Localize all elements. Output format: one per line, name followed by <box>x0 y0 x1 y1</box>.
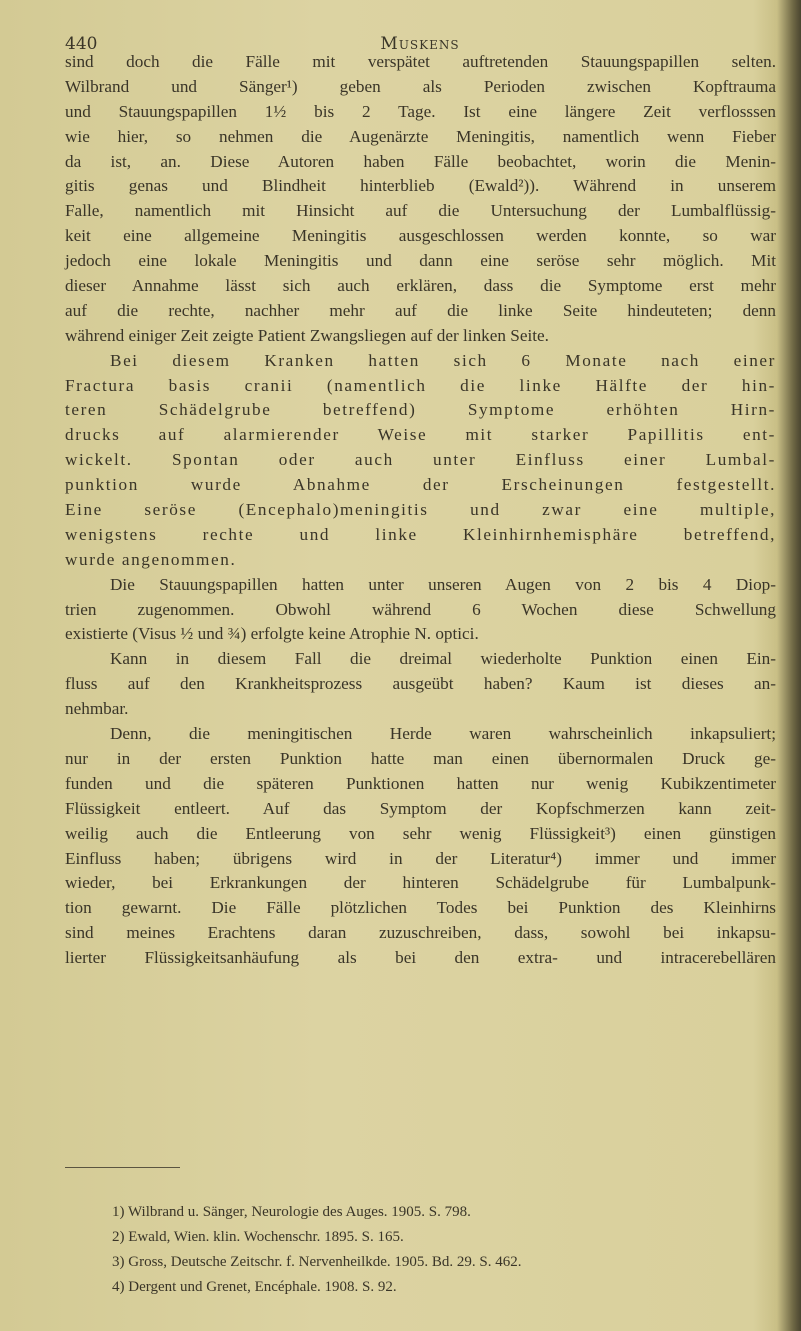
text-line: und Stauungspapillen 1½ bis 2 Tage. Ist eine längere Zeit verflosssen <box>65 101 776 121</box>
text-line: jedoch eine lokale Meningitis und dann eine seröse sehr möglich. Mit <box>65 251 776 271</box>
text-line: punktion wurde Abnahme der Erscheinungen festgestellt. <box>65 475 776 495</box>
footnotes <box>112 1200 712 1300</box>
footnote-divider <box>65 1167 180 1168</box>
running-title: Muskens <box>380 34 460 54</box>
text-line: wieder, bei Erkrankungen der hinteren Schädelgrube für Lumbalpunk- <box>65 873 776 893</box>
text-line: drucks auf alarmierender Weise mit starker Papillitis ent- <box>65 425 776 445</box>
body-text <box>65 50 776 971</box>
text-line: Flüssigkeit entleert. Auf das Symptom der Kopfschmerzen kann zeit- <box>65 798 776 818</box>
text-line: Wilbrand und Sänger¹) geben als Perioden zwischen Kopftrauma <box>65 76 776 96</box>
text-line: wenigstens rechte und linke Kleinhirnhemisphäre betreffend, <box>65 524 776 544</box>
text-line: fluss auf den Krankheitsprozess ausgeübt haben? Kaum ist dieses an- <box>65 674 776 694</box>
text-line: Kann in diesem Fall die dreimal wiederholte Punktion einen Ein- <box>110 649 776 669</box>
text-line: Eine seröse (Encephalo)meningitis und zwar eine multiple, <box>65 500 776 520</box>
text-line: gitis genas und Blindheit hinterblieb (Ewald²)). Während in unserem <box>65 176 776 196</box>
footnote: 2) Ewald, Wien. klin. Wochenschr. 1895. S. 165. <box>112 1229 404 1245</box>
text-line: während einiger Zeit zeigte Patient Zwangsliegen auf der linken Seite. <box>65 325 549 345</box>
text-line: Einfluss haben; übrigens wird in der Literatur⁴) immer und immer <box>65 848 776 868</box>
text-line: sind meines Erachtens daran zuzuschreiben, dass, sowohl bei inkapsu- <box>65 923 776 943</box>
text-line: wurde angenommen. <box>65 549 237 569</box>
text-line: wie hier, so nehmen die Augenärzte Meningitis, namentlich wenn Fieber <box>65 126 776 146</box>
footnote: 1) Wilbrand u. Sänger, Neurologie des Auges. 1905. S. 798. <box>112 1204 471 1220</box>
text-line: funden und die späteren Punktionen hatten nur wenig Kubikzentimeter <box>65 773 776 793</box>
text-line: da ist, an. Diese Autoren haben Fälle beobachtet, worin die Menin- <box>65 151 776 171</box>
text-line: wickelt. Spontan oder auch unter Einfluss einer Lumbal- <box>65 450 776 470</box>
text-line: tion gewarnt. Die Fälle plötzlichen Todes bei Punktion des Kleinhirns <box>65 898 776 918</box>
text-line: nehmbar. <box>65 699 129 719</box>
text-line: teren Schädelgrube betreffend) Symptome erhöhten Hirn- <box>65 400 776 420</box>
text-line: Die Stauungspapillen hatten unter unseren Augen von 2 bis 4 Diop- <box>110 574 776 594</box>
text-line: weilig auch die Entleerung von sehr wenig Flüssigkeit³) einen günstigen <box>65 823 776 843</box>
footnote: 4) Dergent und Grenet, Encéphale. 1908. S. 92. <box>112 1279 397 1295</box>
text-line: dieser Annahme lässt sich auch erklären, dass die Symptome erst mehr <box>65 276 776 296</box>
footnote: 3) Gross, Deutsche Zeitschr. f. Nervenheilkde. 1905. Bd. 29. S. 462. <box>112 1254 522 1270</box>
text-line: Bei diesem Kranken hatten sich 6 Monate nach einer <box>110 350 776 370</box>
text-line: Denn, die meningitischen Herde waren wahrscheinlich inkapsuliert; <box>110 724 776 744</box>
text-line: lierter Flüssigkeitsanhäufung als bei den extra- und intracerebellären <box>65 948 776 968</box>
text-line: Fractura basis cranii (namentlich die linke Hälfte der hin- <box>65 375 776 395</box>
page-number: 440 <box>65 34 98 54</box>
text-line: sind doch die Fälle mit verspätet auftretenden Stauungspapillen selten. <box>65 52 776 71</box>
text-line: keit eine allgemeine Meningitis ausgeschlossen werden konnte, so war <box>65 226 776 246</box>
text-line: trien zugenommen. Obwohl während 6 Wochen diese Schwellung <box>65 599 776 619</box>
text-line: existierte (Visus ½ und ¾) erfolgte keine Atrophie N. optici. <box>65 624 479 644</box>
text-line: nur in der ersten Punktion hatte man einen übernormalen Druck ge- <box>65 748 776 768</box>
text-line: auf die rechte, nachher mehr auf die linke Seite hindeuteten; denn <box>65 300 776 320</box>
text-line: Falle, namentlich mit Hinsicht auf die Untersuchung der Lumbalflüssig- <box>65 201 776 221</box>
